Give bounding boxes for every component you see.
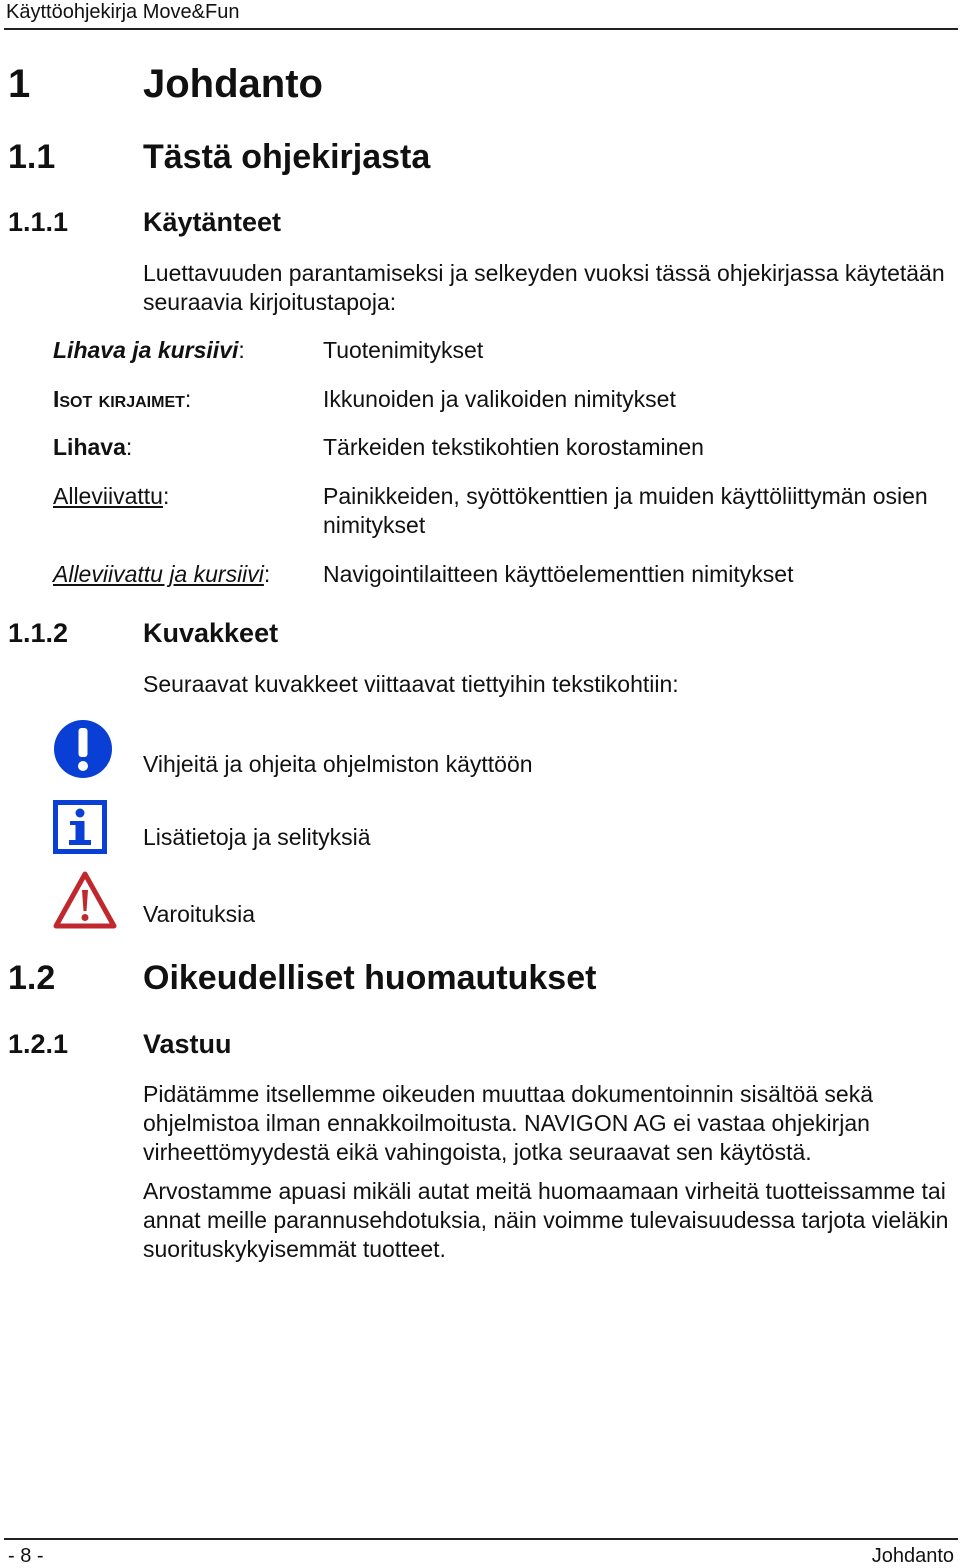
convention-colon: : bbox=[125, 434, 133, 460]
convention-colon: : bbox=[184, 386, 192, 412]
paragraph-text: Pidätämme itsellemme oikeuden muuttaa dokumentoinnin sisältöä sekä ohjelmistoa ilman ennakkoilmoitusta. NAVIGON AG ei vastaa ohjekirjan virheettömyydestä eikä vahingoista, jotka seuraavat sen käytöstä. bbox=[143, 1081, 874, 1165]
warning-icon bbox=[53, 871, 117, 929]
icons-intro-text: Seuraavat kuvakkeet viittaavat tiettyihin tekstikohtiin: bbox=[143, 671, 679, 697]
convention-description: Ikkunoiden ja valikoiden nimitykset bbox=[323, 386, 676, 412]
section-1-1-title: Tästä ohjekirjasta bbox=[143, 138, 431, 176]
convention-label-underline-italic bbox=[53, 560, 270, 589]
convention-label-caps bbox=[53, 385, 191, 414]
liability-paragraph-1 bbox=[143, 1080, 955, 1167]
convention-label-text: Alleviivattu bbox=[53, 483, 163, 509]
section-1-1-1-title: Käytänteet bbox=[143, 207, 282, 237]
icons-intro bbox=[143, 670, 955, 699]
section-1-number: 1 bbox=[8, 62, 31, 106]
convention-colon: : bbox=[263, 561, 271, 587]
convention-colon: : bbox=[162, 483, 170, 509]
section-1-1-1-number: 1.1.1 bbox=[8, 207, 69, 237]
icon-caption-warning: Varoituksia bbox=[143, 901, 256, 927]
section-1-2-1-title: Vastuu bbox=[143, 1029, 232, 1059]
convention-label-text: Lihava bbox=[53, 434, 126, 460]
section-1-title: Johdanto bbox=[143, 62, 323, 106]
convention-label-text: Lihava ja kursiivi bbox=[53, 337, 239, 363]
footer-divider bbox=[4, 1538, 958, 1540]
info-icon bbox=[53, 800, 107, 854]
convention-label-text: Isot kirjaimet bbox=[53, 386, 185, 412]
conventions-intro-text: Luettavuuden parantamiseksi ja selkeyden vuoksi tässä ohjekirjassa käytetään seuraavia kirjoitustapoja: bbox=[143, 260, 945, 315]
footer-section-name: Johdanto bbox=[871, 1545, 954, 1567]
exclamation-icon bbox=[53, 719, 113, 779]
section-1-1-number: 1.1 bbox=[8, 138, 56, 176]
icon-caption-info: Lisätietoja ja selityksiä bbox=[143, 824, 371, 850]
convention-description: Navigointilaitteen käyttöelementtien nimitykset bbox=[323, 561, 794, 587]
icon-caption-tips: Vihjeitä ja ohjeita ohjelmiston käyttöön bbox=[143, 751, 533, 777]
convention-description: Tuotenimitykset bbox=[323, 337, 484, 363]
page-number: - 8 - bbox=[8, 1545, 44, 1567]
running-header-title: Käyttöohjekirja Move&Fun bbox=[6, 1, 240, 23]
header-divider bbox=[4, 28, 958, 30]
conventions-intro bbox=[143, 259, 955, 317]
convention-label-bold bbox=[53, 433, 132, 462]
section-1-1-2-title: Kuvakkeet bbox=[143, 618, 279, 648]
convention-label-text: Alleviivattu ja kursiivi bbox=[53, 561, 264, 587]
paragraph-text: Arvostamme apuasi mikäli autat meitä huomaamaan virheitä tuotteissamme tai annat meille parannusehdotuksia, näin voimme tulevaisuudessa tarjota vieläkin suorituskykyisemmät tuotteet. bbox=[143, 1178, 949, 1262]
convention-description: Painikkeiden, syöttökenttien ja muiden käyttöliittymän osien nimitykset bbox=[323, 483, 928, 538]
convention-colon: : bbox=[238, 337, 245, 363]
section-1-1-2-number: 1.1.2 bbox=[8, 618, 69, 648]
section-1-2-title: Oikeudelliset huomautukset bbox=[143, 959, 597, 997]
convention-label-bold-italic bbox=[53, 336, 245, 365]
convention-label-underline bbox=[53, 482, 169, 511]
section-1-2-1-number: 1.2.1 bbox=[8, 1029, 69, 1059]
section-1-2-number: 1.2 bbox=[8, 959, 56, 997]
liability-paragraph-2 bbox=[143, 1177, 955, 1264]
convention-description: Tärkeiden tekstikohtien korostaminen bbox=[323, 434, 704, 460]
